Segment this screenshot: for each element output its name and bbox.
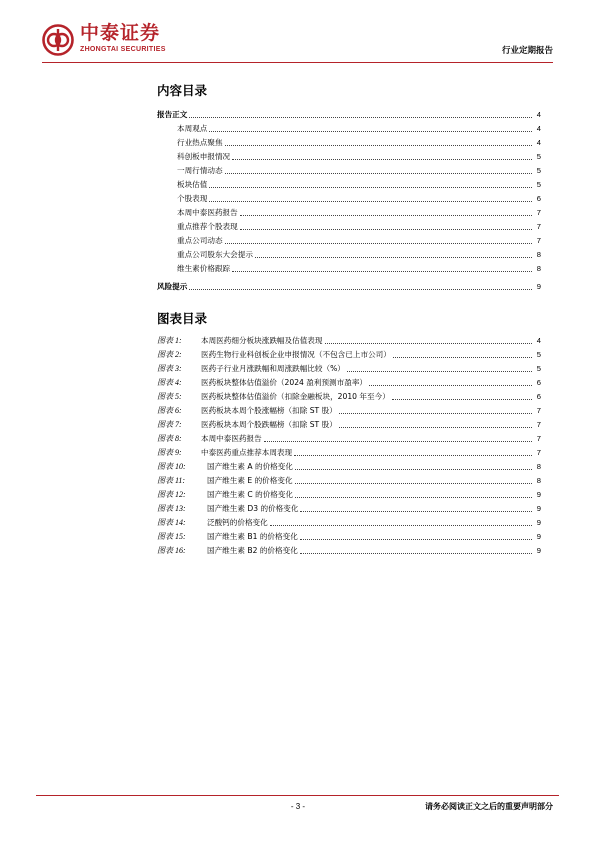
figure-entry-label: 医药板块整体估值溢价（扣除金融板块，2010 年至今） (201, 392, 390, 401)
toc-entry-label: 一周行情动态 (177, 166, 223, 175)
figure-entry-page: 7 (536, 448, 541, 457)
figure-entry[interactable] (157, 542, 541, 556)
figure-entry-page: 7 (536, 420, 541, 429)
figure-number: 图表 5: (157, 392, 182, 401)
toc-entry-label: 重点公司动态 (177, 236, 223, 245)
dot-leader (255, 257, 532, 258)
figure-entry-label: 医药生物行业科创板企业申报情况（不包含已上市公司） (201, 350, 391, 359)
figures-title: 图表目录 (157, 311, 208, 326)
dot-leader (369, 385, 532, 386)
figure-entry-text (157, 336, 323, 346)
dot-leader (339, 413, 532, 414)
figure-entry-label: 医药板块本周个股涨幅榜（扣除 ST 股） (201, 406, 337, 415)
toc-entry[interactable] (157, 278, 541, 292)
figure-entry-label: 国产维生素 E 的价格变化 (207, 476, 293, 485)
page-number: - 3 - (290, 802, 306, 811)
figure-number: 图表 8: (157, 434, 182, 443)
figure-entry-page: 7 (536, 406, 541, 415)
toc-entry[interactable] (157, 204, 541, 218)
dot-leader (295, 497, 532, 498)
figure-entry-page: 8 (536, 462, 541, 471)
brand-name-en: ZHONGTAI SECURITIES (80, 46, 166, 53)
dot-leader (189, 289, 532, 290)
toc-entry-label: 重点推荐个股表现 (177, 222, 238, 231)
dot-leader (300, 553, 532, 554)
toc-entry-page: 5 (536, 180, 541, 189)
figure-entry-label: 国产维生素 B2 的价格变化 (207, 546, 298, 555)
dot-leader (294, 455, 532, 456)
figure-entry-page: 5 (536, 350, 541, 359)
figure-entry-text (157, 518, 268, 528)
figure-entry-page: 7 (536, 434, 541, 443)
figure-entry[interactable] (157, 416, 541, 430)
dot-leader (393, 357, 532, 358)
figure-entry-text (157, 392, 390, 402)
toc-entry-label: 科创板申报情况 (177, 152, 231, 161)
figure-number: 图表 1: (157, 336, 182, 345)
toc-entry[interactable] (157, 260, 541, 274)
figure-entry-label: 国产维生素 B1 的价格变化 (207, 532, 298, 541)
toc-entry[interactable] (157, 190, 541, 204)
dot-leader (347, 371, 532, 372)
dot-leader (295, 483, 532, 484)
figure-entry-label: 医药子行业月涨跌幅和周涨跌幅比较（%） (201, 364, 345, 373)
page-header (0, 0, 595, 70)
toc-entry-page: 4 (536, 110, 541, 119)
figure-entry-page: 6 (536, 378, 541, 387)
dot-leader (264, 441, 532, 442)
figure-number: 图表 7: (157, 420, 182, 429)
figure-entry-text (157, 420, 337, 430)
figure-entry[interactable] (157, 332, 541, 346)
dot-leader (300, 511, 532, 512)
toc-entry-page: 7 (536, 236, 541, 245)
toc-entry[interactable] (157, 176, 541, 190)
toc-entry-label: 报告正文 (157, 110, 188, 119)
figure-entry[interactable] (157, 346, 541, 360)
toc-entry-page: 8 (536, 264, 541, 273)
dot-leader (225, 145, 532, 146)
figure-entry-page: 9 (536, 504, 541, 513)
figure-entry[interactable] (157, 514, 541, 528)
toc-entry-page: 9 (536, 282, 541, 291)
figure-number: 图表 10: (157, 462, 186, 471)
dot-leader (232, 271, 532, 272)
figure-entry-label: 国产维生素 A 的价格变化 (207, 462, 293, 471)
toc-entry[interactable] (157, 148, 541, 162)
toc-entry-label: 维生素价格跟踪 (177, 264, 231, 273)
figure-entry-label: 国产维生素 C 的价格变化 (207, 490, 294, 499)
toc-entry-label: 本周观点 (177, 124, 208, 133)
figure-number: 图表 15: (157, 532, 186, 541)
toc-entry-page: 8 (536, 250, 541, 259)
toc-entry[interactable] (157, 232, 541, 246)
toc-entry[interactable] (157, 106, 541, 120)
figure-entry-page: 5 (536, 364, 541, 373)
figure-entry[interactable] (157, 458, 541, 472)
figure-entry[interactable] (157, 388, 541, 402)
figure-entry-text (157, 490, 293, 500)
footer-disclaimer: 请务必阅读正文之后的重要声明部分 (425, 802, 553, 811)
toc-entry-page: 4 (536, 138, 541, 147)
figure-number: 图表 12: (157, 490, 186, 499)
figure-number: 图表 6: (157, 406, 182, 415)
figures-list (157, 332, 541, 556)
header-divider (42, 62, 553, 63)
figure-entry-text (157, 532, 298, 542)
figure-number: 图表 9: (157, 448, 182, 457)
figure-entry-label: 本周中泰医药报告 (201, 434, 262, 443)
toc-entry-page: 5 (536, 152, 541, 161)
figure-entry-page: 6 (536, 392, 541, 401)
toc-entry-label: 重点公司股东大会提示 (177, 250, 253, 259)
toc-entry-label: 行业热点聚焦 (177, 138, 223, 147)
toc-entry-label: 个股表现 (177, 194, 208, 203)
figure-entry[interactable] (157, 444, 541, 458)
toc-entry[interactable] (157, 162, 541, 176)
toc-entry-label: 本周中泰医药报告 (177, 208, 238, 217)
figure-entry-text (157, 364, 345, 374)
dot-leader (240, 215, 532, 216)
figure-entry-label: 医药板块整体估值溢价（2024 盈利预测市盈率） (201, 378, 368, 387)
figure-entry-text (157, 546, 298, 556)
figure-entry-text (157, 462, 293, 472)
figure-entry-text (157, 350, 391, 360)
figure-entry[interactable] (157, 430, 541, 444)
figure-entry[interactable] (157, 402, 541, 416)
figure-entry-page: 9 (536, 518, 541, 527)
figure-entry[interactable] (157, 500, 541, 514)
figure-entry-text (157, 448, 292, 458)
figure-number: 图表 16: (157, 546, 186, 555)
figure-number: 图表 13: (157, 504, 186, 513)
figure-entry-text (157, 434, 262, 444)
dot-leader (392, 399, 532, 400)
figure-number: 图表 14: (157, 518, 186, 527)
toc-entry-page: 6 (536, 194, 541, 203)
dot-leader (232, 159, 532, 160)
figure-entry-page: 8 (536, 476, 541, 485)
figure-entry-text (157, 406, 337, 416)
figure-entry-label: 医药板块本周个股跌幅榜（扣除 ST 股） (201, 420, 337, 429)
dot-leader (189, 117, 532, 118)
figure-entry-text (157, 504, 298, 514)
figure-entry-text (157, 378, 367, 388)
dot-leader (295, 469, 532, 470)
toc-entry-page: 4 (536, 124, 541, 133)
toc-entry-page: 5 (536, 166, 541, 175)
dot-leader (240, 229, 532, 230)
dot-leader (270, 525, 532, 526)
figure-entry-page: 9 (536, 546, 541, 555)
toc-entry[interactable] (157, 246, 541, 260)
figure-entry-label: 泛酸钙的价格变化 (207, 518, 268, 527)
figure-entry[interactable] (157, 486, 541, 500)
toc-entry[interactable] (157, 218, 541, 232)
figure-number: 图表 11: (157, 476, 186, 485)
report-type: 行业定期报告 (501, 46, 553, 56)
dot-leader (225, 243, 532, 244)
figure-entry-page: 4 (536, 336, 541, 345)
dot-leader (339, 427, 532, 428)
toc-entry[interactable] (157, 134, 541, 148)
figure-number: 图表 3: (157, 364, 182, 373)
dot-leader (209, 131, 532, 132)
dot-leader (209, 187, 532, 188)
figure-entry[interactable] (157, 360, 541, 374)
figure-entry-label: 国产维生素 D3 的价格变化 (207, 504, 299, 513)
toc-entry-page: 7 (536, 208, 541, 217)
toc-entry-label: 风险提示 (157, 282, 188, 291)
dot-leader (209, 201, 532, 202)
figure-entry-page: 9 (536, 490, 541, 499)
zhongtai-logo-icon (42, 24, 74, 56)
figure-entry[interactable] (157, 528, 541, 542)
toc-entry-label: 板块估值 (177, 180, 208, 189)
contents-list (157, 106, 541, 292)
figure-entry-label: 本周医药细分板块涨跌幅及估值表现 (201, 336, 323, 345)
dot-leader (325, 343, 533, 344)
figure-number: 图表 4: (157, 378, 182, 387)
toc-entry[interactable] (157, 120, 541, 134)
brand-name-cn: 中泰证券 (80, 22, 161, 44)
figure-entry[interactable] (157, 472, 541, 486)
figure-entry[interactable] (157, 374, 541, 388)
dot-leader (225, 173, 532, 174)
dot-leader (300, 539, 532, 540)
toc-entry-page: 7 (536, 222, 541, 231)
figure-number: 图表 2: (157, 350, 182, 359)
figure-entry-label: 中泰医药重点推荐本周表现 (201, 448, 293, 457)
contents-title: 内容目录 (157, 83, 208, 98)
figure-entry-page: 9 (536, 532, 541, 541)
footer-divider (36, 795, 559, 796)
figure-entry-text (157, 476, 293, 486)
